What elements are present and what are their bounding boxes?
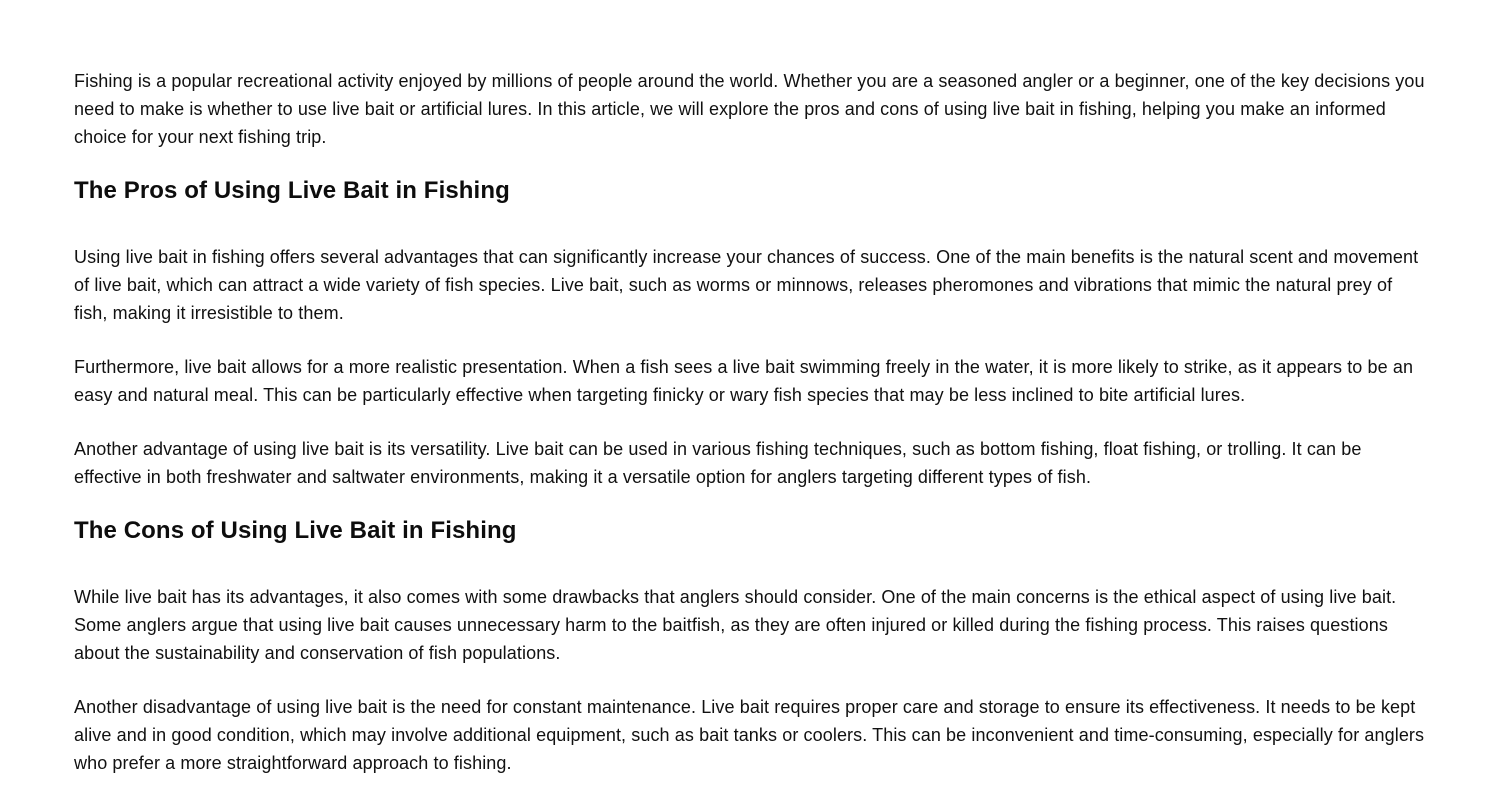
- section-heading-cons: The Cons of Using Live Bait in Fishing: [74, 517, 517, 544]
- cons-paragraph-2: Another disadvantage of using live bait is the need for constant maintenance. Live bait requires proper care and storage to ensure its effectiveness. It needs to be kept alive and in good condition, which may involve additional equipment, such as bait tanks or coolers. This can be inconvenient and time-consuming, especially for anglers who prefer a more straightforward approach to fishing.: [74, 697, 1425, 773]
- pros-paragraph-1: Using live bait in fishing offers several advantages that can significantly increase your chances of success. One of the main benefits is the natural scent and movement of live bait, which can attract a wide variety of fish species. Live bait, such as worms or minnows, releases pheromones and vibrations that mimic the natural prey of fish, making it irresistible to them.: [74, 247, 1419, 323]
- cons-paragraph-1: While live bait has its advantages, it also comes with some drawbacks that anglers should consider. One of the main concerns is the ethical aspect of using live bait. Some anglers argue that using live bait causes unnecessary harm to the baitfish, as they are often injured or killed during the fishing process. This raises questions about the sustainability and conservation of fish populations.: [74, 587, 1397, 663]
- pros-paragraph-3: Another advantage of using live bait is its versatility. Live bait can be used in various fishing techniques, such as bottom fishing, float fishing, or trolling. It can be effective in both freshwater and saltwater environments, making it a versatile option for anglers targeting different types of fish.: [74, 439, 1362, 487]
- pros-paragraph-2: Furthermore, live bait allows for a more realistic presentation. When a fish sees a live bait swimming freely in the water, it is more likely to strike, as it appears to be an easy and natural meal. This can be particularly effective when targeting finicky or wary fish species that may be less inclined to bite artificial lures.: [74, 357, 1414, 405]
- intro-paragraph: Fishing is a popular recreational activity enjoyed by millions of people around the world. Whether you are a seasoned angler or a beginner, one of the key decisions you need to make is whether to use live bait or artificial lures. In this article, we will explore the pros and cons of using live bait in fishing, helping you make an informed choice for your next fishing trip.: [74, 71, 1425, 147]
- section-heading-pros: The Pros of Using Live Bait in Fishing: [74, 177, 510, 204]
